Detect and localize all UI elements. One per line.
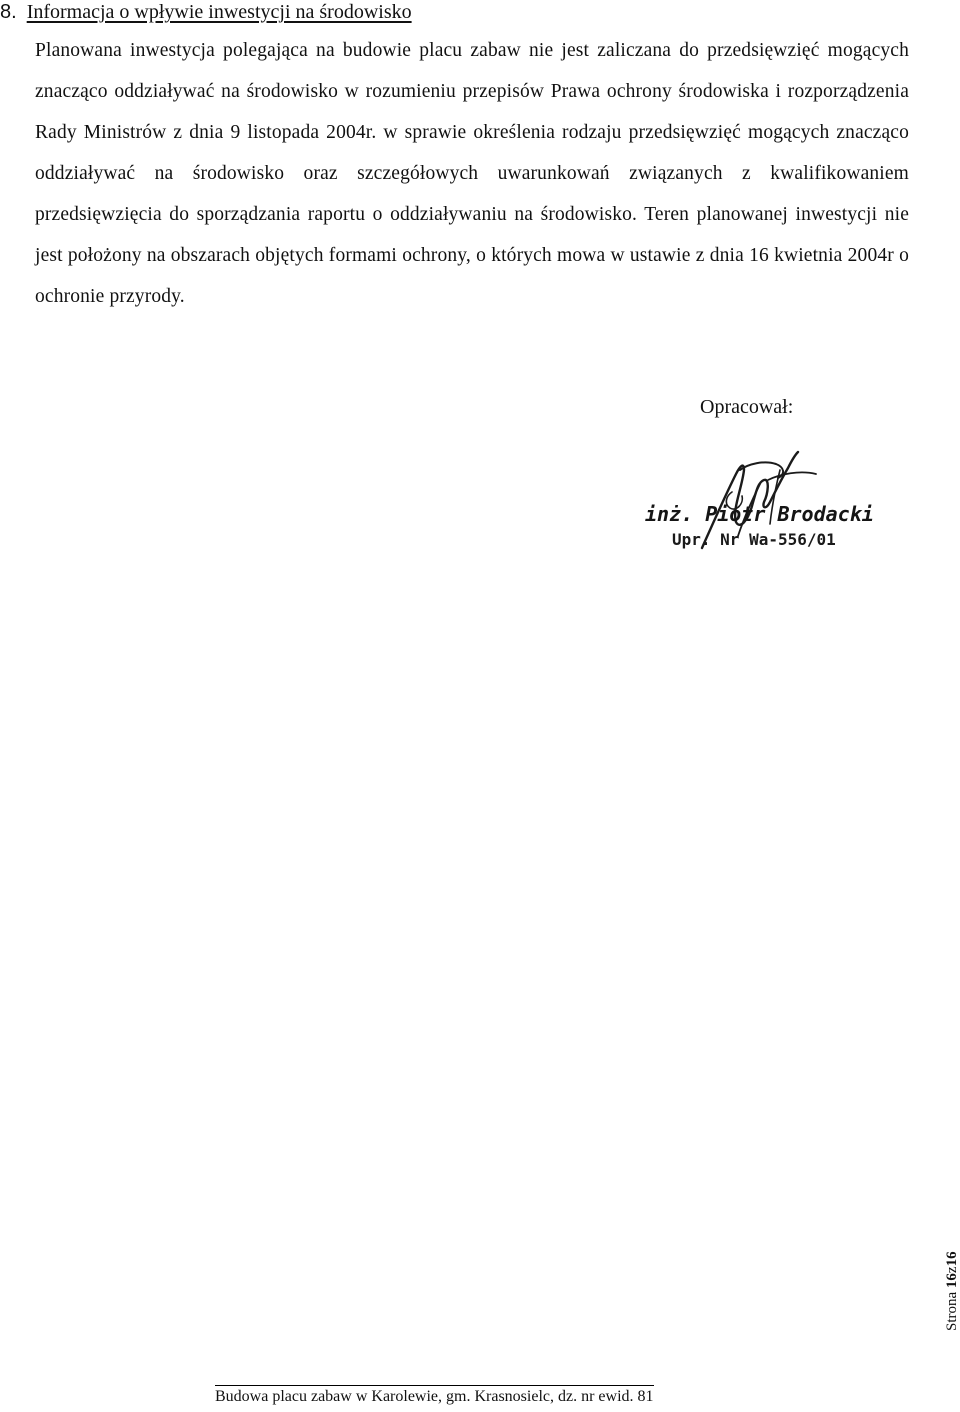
signature-stamp: [640, 440, 880, 560]
page-total: 16: [944, 1251, 960, 1267]
page-separator: z: [944, 1266, 960, 1274]
page-footer: Budowa placu zabaw w Karolewie, gm. Krasnosielc, dz. nr ewid. 81: [215, 1385, 654, 1407]
stamp-registration: Upr. Nr Wa-556/01: [672, 530, 836, 549]
page-label: Strona: [944, 1291, 960, 1331]
section-heading: [0, 0, 412, 24]
page-current: 16: [944, 1273, 960, 1289]
section-number: 8.: [0, 1, 17, 23]
stamp-name: inż. Piotr Brodacki: [645, 502, 874, 526]
section-title: Informacja o wpływie inwestycji na środowisko: [26, 1, 412, 23]
prepared-by-label: Opracował:: [700, 396, 794, 418]
body-paragraph: Planowana inwestycja polegająca na budowie placu zabaw nie jest zaliczana do przedsięwzięć mogących znacząco oddziaływać na środowisko w rozumieniu przepisów Prawa ochrony środowiska i rozporządzenia Rady Ministrów z dnia 9 listopada 2004r. w sprawie określenia rodzaju przedsięwzięć mogących znacząco oddziaływać na środowisko oraz szczegółowych uwarunkowań związanych z kwalifikowaniem przedsięwzięcia do sporządzania raportu o oddziaływaniu na środowisko. Teren planowanej inwestycji nie jest położony na obszarach objętych formami ochrony, o których mowa w ustawie z dnia 16 kwietnia 2004r o ochronie przyrody.: [35, 40, 909, 307]
page-number: [938, 1233, 960, 1333]
